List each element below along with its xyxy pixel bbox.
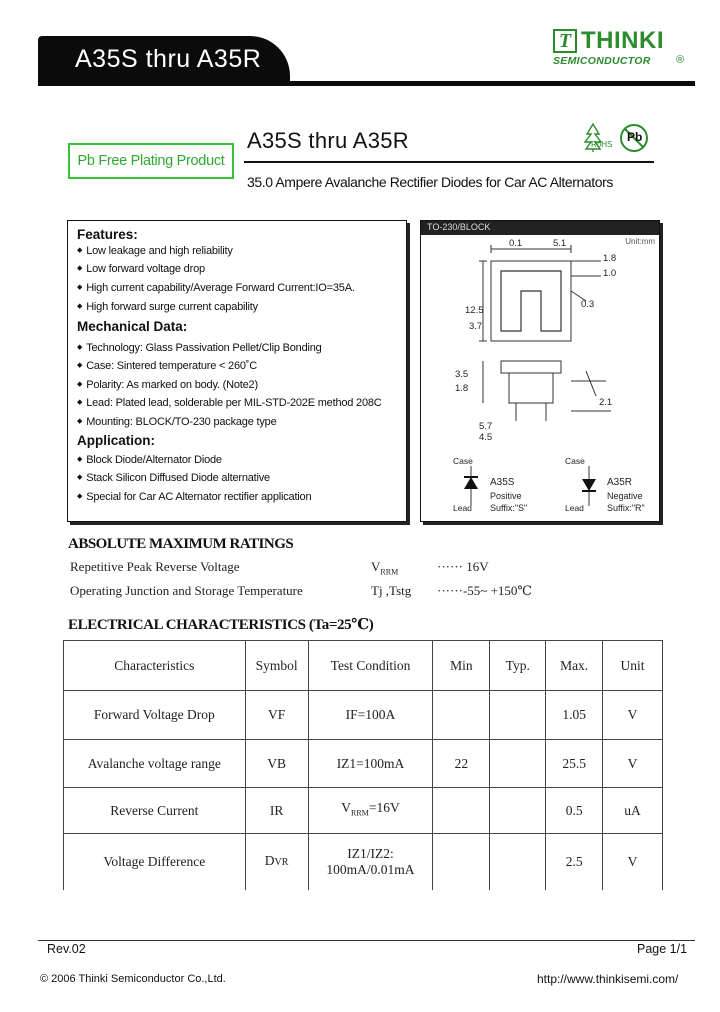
cell-typ bbox=[490, 834, 546, 890]
logo-name: THINKI bbox=[581, 27, 664, 54]
dim-label: 0.3 bbox=[581, 299, 595, 310]
dim-label: 1.8 bbox=[455, 383, 469, 394]
dim-label: 3.7 bbox=[469, 321, 483, 332]
cell-min bbox=[433, 788, 490, 834]
table-header: Unit bbox=[603, 641, 663, 691]
rating-value: ······ 16V bbox=[437, 559, 489, 574]
title-rule bbox=[244, 161, 654, 163]
cell-max: 0.5 bbox=[546, 788, 603, 834]
dim-label: 1.0 bbox=[603, 268, 617, 279]
cell-symbol bbox=[245, 834, 308, 890]
condition-sub: RRM bbox=[351, 808, 369, 818]
table-row bbox=[64, 691, 663, 740]
rating-symbol bbox=[371, 559, 398, 577]
table-row bbox=[64, 788, 663, 834]
a35s-name: A35S bbox=[490, 477, 515, 488]
rating-param: Repetitive Peak Reverse Voltage bbox=[70, 559, 240, 574]
symbol-tail: VR bbox=[274, 856, 289, 868]
cell-unit: V bbox=[603, 834, 663, 890]
package-unit: Unit:mm bbox=[625, 237, 655, 246]
cell-typ bbox=[490, 691, 546, 740]
a35r-polarity: Negative bbox=[607, 491, 643, 501]
condition-line: 100mA/0.01mA bbox=[326, 861, 415, 877]
title-tab bbox=[38, 36, 290, 86]
electrical-table bbox=[63, 640, 663, 890]
dim-label: 0.1 bbox=[509, 238, 523, 249]
rating-symbol: Tj ,Tstg bbox=[371, 583, 412, 598]
condition-line: IZ1/IZ2: bbox=[347, 845, 394, 861]
cell-unit: V bbox=[603, 740, 663, 788]
pb-free-label: Pb Free Plating Product bbox=[77, 153, 225, 169]
dim-label: 2.1 bbox=[599, 397, 613, 408]
table-header: Max. bbox=[546, 641, 603, 691]
features-heading: Features: bbox=[77, 227, 138, 242]
page-number: Page 1/1 bbox=[637, 942, 688, 956]
a35s-suffix: Suffix:"S" bbox=[490, 503, 528, 513]
electrical-heading: ELECTRICAL CHARACTERISTICS (Ta=25℃) bbox=[68, 617, 374, 633]
a35r-name: A35R bbox=[607, 477, 633, 488]
header-title: A35S thru A35R bbox=[75, 45, 262, 73]
cell-min bbox=[433, 834, 490, 890]
mechanical-heading: Mechanical Data: bbox=[77, 319, 188, 334]
rating-value: ······-55~ +150℃ bbox=[437, 583, 532, 598]
feature-item: ◆ Low leakage and high reliability bbox=[77, 245, 233, 257]
condition-tail: =16V bbox=[368, 799, 400, 815]
dim-label: 5.7 bbox=[479, 421, 493, 432]
footer-rule bbox=[38, 940, 695, 941]
features-panel bbox=[67, 220, 407, 522]
cell-condition: IF=100A bbox=[308, 691, 433, 740]
dim-label: 12.5 bbox=[465, 305, 484, 316]
logo-subtitle: SEMICONDUCTOR bbox=[553, 55, 651, 67]
feature-item: ◆ High current capability/Average Forward Current:IO=35A. bbox=[77, 282, 355, 294]
table-header: Min bbox=[433, 641, 490, 691]
table-row bbox=[64, 740, 663, 788]
dim-label: 1.8 bbox=[603, 253, 617, 264]
table-header: Characteristics bbox=[64, 641, 246, 691]
pb-icon-label: Pb bbox=[627, 130, 643, 144]
cell-condition bbox=[308, 788, 433, 834]
no-lead-icon bbox=[619, 123, 649, 153]
logo-mark: T bbox=[553, 29, 577, 53]
cell-characteristic: Reverse Current bbox=[64, 788, 246, 834]
table-header-row bbox=[64, 641, 663, 691]
cell-symbol: VF bbox=[245, 691, 308, 740]
cell-symbol: IR bbox=[245, 788, 308, 834]
table-header: Symbol bbox=[245, 641, 308, 691]
cell-max: 25.5 bbox=[546, 740, 603, 788]
revision: Rev.02 bbox=[47, 942, 86, 956]
cell-unit: uA bbox=[603, 788, 663, 834]
cell-condition: IZ1=100mA bbox=[308, 740, 433, 788]
product-title: A35S thru A35R bbox=[247, 128, 409, 153]
symbol-main: D bbox=[264, 852, 275, 868]
a35r-suffix: Suffix:"R" bbox=[607, 503, 645, 513]
rohs-icon bbox=[583, 122, 613, 154]
cell-condition bbox=[308, 834, 433, 890]
package-panel bbox=[420, 220, 660, 522]
cell-max: 1.05 bbox=[546, 691, 603, 740]
application-item: ◆ Stack Silicon Diffused Diode alternative bbox=[77, 472, 270, 484]
header-rule bbox=[38, 81, 695, 86]
mechanical-item: ◆ Lead: Plated lead, solderable per MIL-STD-202E method 208C bbox=[77, 397, 382, 409]
table-header: Typ. bbox=[490, 641, 546, 691]
cell-min bbox=[433, 691, 490, 740]
table-header: Test Condition bbox=[308, 641, 433, 691]
dim-label: 4.5 bbox=[479, 432, 493, 443]
lead-right-label: Lead bbox=[565, 503, 584, 513]
feature-item: ◆ High forward surge current capability bbox=[77, 301, 258, 313]
cell-characteristic: Avalanche voltage range bbox=[64, 740, 246, 788]
feature-item: ◆ Low forward voltage drop bbox=[77, 263, 205, 275]
rohs-label: RoHS bbox=[591, 140, 613, 149]
copyright: © 2006 Thinki Semiconductor Co.,Ltd. bbox=[40, 973, 226, 985]
mechanical-item: ◆ Mounting: BLOCK/TO-230 package type bbox=[77, 416, 276, 428]
cell-characteristic: Forward Voltage Drop bbox=[64, 691, 246, 740]
mechanical-item: ◆ Technology: Glass Passivation Pellet/Clip Bonding bbox=[77, 342, 322, 354]
cell-min: 22 bbox=[433, 740, 490, 788]
registered-mark: ® bbox=[676, 54, 685, 66]
a35s-polarity: Positive bbox=[490, 491, 522, 501]
product-subtitle: 35.0 Ampere Avalanche Rectifier Diodes for Car AC Alternators bbox=[247, 174, 613, 190]
rating-symbol-main: V bbox=[371, 559, 381, 574]
cell-characteristic: Voltage Difference bbox=[64, 834, 246, 890]
lead-left-label: Lead bbox=[453, 503, 472, 513]
dim-label: 3.5 bbox=[455, 369, 469, 380]
rating-param: Operating Junction and Storage Temperature bbox=[70, 583, 303, 598]
mechanical-item: ◆ Case: Sintered temperature < 260˚C bbox=[77, 360, 257, 372]
dim-label: 5.1 bbox=[553, 238, 567, 249]
application-item: ◆ Special for Car AC Alternator rectifier application bbox=[77, 491, 311, 503]
cell-unit: V bbox=[603, 691, 663, 740]
application-heading: Application: bbox=[77, 433, 155, 448]
cell-max: 2.5 bbox=[546, 834, 603, 890]
website-link[interactable]: http://www.thinkisemi.com/ bbox=[537, 972, 679, 986]
condition-main: V bbox=[341, 799, 352, 815]
mechanical-item: ◆ Polarity: As marked on body. (Note2) bbox=[77, 379, 258, 391]
table-row bbox=[64, 834, 663, 890]
case-left-label: Case bbox=[453, 456, 473, 466]
application-item: ◆ Block Diode/Alternator Diode bbox=[77, 454, 222, 466]
ratings-heading: ABSOLUTE MAXIMUM RATINGS bbox=[68, 536, 294, 552]
rating-symbol-sub: RRM bbox=[380, 567, 399, 577]
package-label: TO-230/BLOCK bbox=[427, 222, 491, 232]
pb-free-badge bbox=[68, 143, 234, 179]
cell-typ bbox=[490, 740, 546, 788]
cell-symbol: VB bbox=[245, 740, 308, 788]
cell-typ bbox=[490, 788, 546, 834]
case-right-label: Case bbox=[565, 456, 585, 466]
